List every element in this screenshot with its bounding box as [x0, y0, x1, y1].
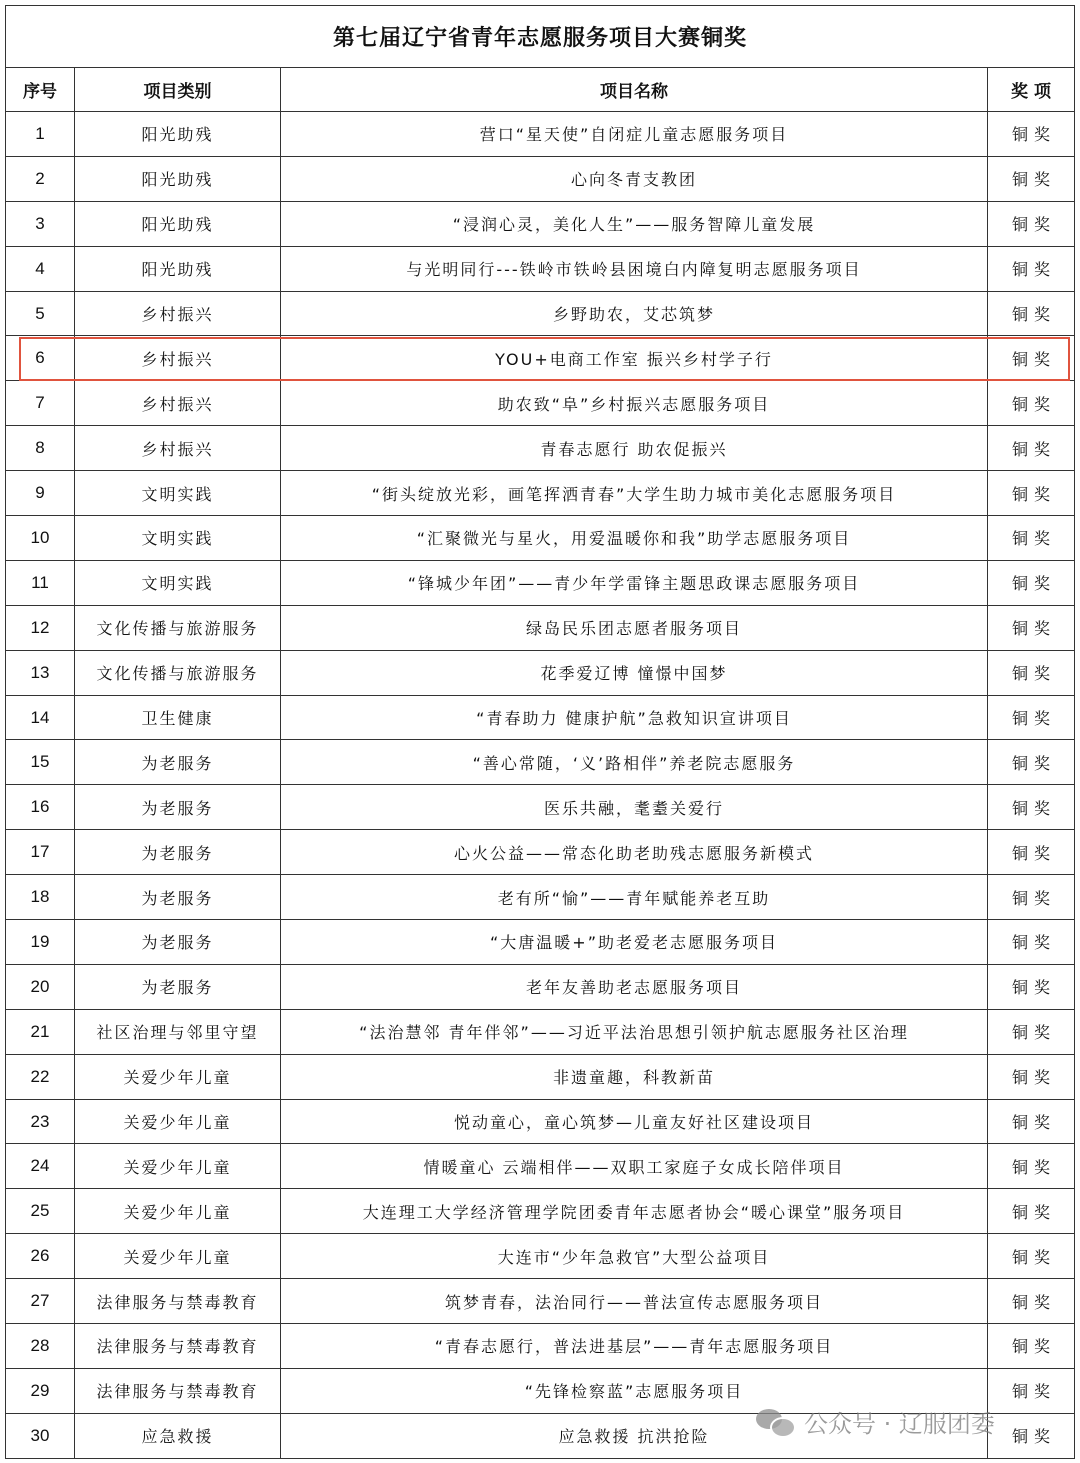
- row-category: 为老服务: [75, 785, 281, 830]
- watermark: [756, 1404, 995, 1438]
- award-table: [5, 5, 1075, 1459]
- row-project-name: 乡野助农，艾芯筑梦: [281, 291, 988, 336]
- row-index: 30: [6, 1413, 75, 1458]
- table-row: [6, 1144, 1075, 1189]
- row-project-name: 医乐共融，耄耋关爱行: [281, 785, 988, 830]
- row-index: 16: [6, 785, 75, 830]
- row-award: 铜奖: [988, 471, 1075, 516]
- row-index: 1: [6, 112, 75, 157]
- row-index: 9: [6, 471, 75, 516]
- row-project-name: 心向冬青支教团: [281, 156, 988, 201]
- row-award: 铜奖: [988, 1413, 1075, 1458]
- row-index: 21: [6, 1009, 75, 1054]
- row-index: 7: [6, 381, 75, 426]
- row-category: 社区治理与邻里守望: [75, 1009, 281, 1054]
- row-category: 阳光助残: [75, 201, 281, 246]
- row-project-name: “锋城少年团”——青少年学雷锋主题思政课志愿服务项目: [281, 560, 988, 605]
- row-category: 为老服务: [75, 964, 281, 1009]
- row-index: 29: [6, 1368, 75, 1413]
- award-table-container: [5, 5, 1074, 1459]
- table-row: [6, 1279, 1075, 1324]
- row-award: 铜奖: [988, 381, 1075, 426]
- row-award: 铜奖: [988, 785, 1075, 830]
- table-row: [6, 920, 1075, 965]
- row-award: 铜奖: [988, 112, 1075, 157]
- row-index: 27: [6, 1279, 75, 1324]
- header-name: 项目名称: [281, 68, 988, 112]
- row-category: 关爱少年儿童: [75, 1234, 281, 1279]
- row-project-name: 筑梦青春，法治同行——普法宣传志愿服务项目: [281, 1279, 988, 1324]
- row-project-name: 大连理工大学经济管理学院团委青年志愿者协会“暖心课堂”服务项目: [281, 1189, 988, 1234]
- table-title: 第七届辽宁省青年志愿服务项目大赛铜奖: [6, 6, 1075, 68]
- watermark-text: 公众号 · 辽服团委: [804, 1409, 995, 1438]
- row-award: 铜奖: [988, 964, 1075, 1009]
- row-index: 19: [6, 920, 75, 965]
- row-category: 关爱少年儿童: [75, 1099, 281, 1144]
- row-award: 铜奖: [988, 1144, 1075, 1189]
- table-row: [6, 156, 1075, 201]
- row-index: 13: [6, 650, 75, 695]
- table-row: [6, 830, 1075, 875]
- row-category: 文明实践: [75, 560, 281, 605]
- header-index: 序号: [6, 68, 75, 112]
- table-row: [6, 1009, 1075, 1054]
- table-row: [6, 695, 1075, 740]
- table-row: [6, 605, 1075, 650]
- row-award: 铜奖: [988, 1234, 1075, 1279]
- row-project-name: “善心常随，‘义’路相伴”养老院志愿服务: [281, 740, 988, 785]
- header-row: [6, 68, 1075, 112]
- row-project-name: “青春助力 健康护航”急救知识宣讲项目: [281, 695, 988, 740]
- row-award: 铜奖: [988, 1189, 1075, 1234]
- table-row: [6, 112, 1075, 157]
- row-award: 铜奖: [988, 830, 1075, 875]
- row-category: 文明实践: [75, 471, 281, 516]
- row-award: 铜奖: [988, 1368, 1075, 1413]
- row-award: 铜奖: [988, 920, 1075, 965]
- row-award: 铜奖: [988, 246, 1075, 291]
- table-row: [6, 471, 1075, 516]
- table-row: [6, 336, 1075, 381]
- table-row: [6, 291, 1075, 336]
- row-index: 2: [6, 156, 75, 201]
- row-category: 文化传播与旅游服务: [75, 605, 281, 650]
- row-project-name: 心火公益——常态化助老助残志愿服务新模式: [281, 830, 988, 875]
- table-row: [6, 1054, 1075, 1099]
- table-row: [6, 1234, 1075, 1279]
- row-category: 为老服务: [75, 740, 281, 785]
- row-index: 6: [6, 336, 75, 381]
- row-category: 为老服务: [75, 920, 281, 965]
- row-index: 25: [6, 1189, 75, 1234]
- table-row: [6, 1189, 1075, 1234]
- row-category: 乡村振兴: [75, 426, 281, 471]
- row-award: 铜奖: [988, 1324, 1075, 1369]
- row-project-name: 老年友善助老志愿服务项目: [281, 964, 988, 1009]
- row-category: 文明实践: [75, 516, 281, 561]
- table-row: [6, 740, 1075, 785]
- row-project-name: YOU+电商工作室 振兴乡村学子行: [281, 336, 988, 381]
- table-body: [6, 112, 1075, 1459]
- row-project-name: “汇聚微光与星火，用爱温暖你和我”助学志愿服务项目: [281, 516, 988, 561]
- row-index: 11: [6, 560, 75, 605]
- row-award: 铜奖: [988, 875, 1075, 920]
- table-row: [6, 381, 1075, 426]
- row-category: 阳光助残: [75, 112, 281, 157]
- row-project-name: 花季爱辽博 憧憬中国梦: [281, 650, 988, 695]
- row-award: 铜奖: [988, 650, 1075, 695]
- row-award: 铜奖: [988, 1009, 1075, 1054]
- row-project-name: 营口“星天使”自闭症儿童志愿服务项目: [281, 112, 988, 157]
- row-category: 卫生健康: [75, 695, 281, 740]
- row-project-name: 绿岛民乐团志愿者服务项目: [281, 605, 988, 650]
- row-category: 法律服务与禁毒教育: [75, 1279, 281, 1324]
- row-project-name: 情暖童心 云端相伴——双职工家庭子女成长陪伴项目: [281, 1144, 988, 1189]
- table-row: [6, 246, 1075, 291]
- row-award: 铜奖: [988, 605, 1075, 650]
- row-project-name: “街头绽放光彩，画笔挥洒青春”大学生助力城市美化志愿服务项目: [281, 471, 988, 516]
- table-row: [6, 516, 1075, 561]
- table-row: [6, 785, 1075, 830]
- row-category: 法律服务与禁毒教育: [75, 1368, 281, 1413]
- row-award: 铜奖: [988, 201, 1075, 246]
- row-category: 阳光助残: [75, 246, 281, 291]
- row-index: 24: [6, 1144, 75, 1189]
- row-award: 铜奖: [988, 1099, 1075, 1144]
- row-project-name: 应急救援 抗洪抢险: [281, 1413, 988, 1458]
- row-index: 18: [6, 875, 75, 920]
- table-row: [6, 201, 1075, 246]
- row-index: 17: [6, 830, 75, 875]
- table-row: [6, 964, 1075, 1009]
- row-index: 14: [6, 695, 75, 740]
- row-award: 铜奖: [988, 1279, 1075, 1324]
- row-project-name: “浸润心灵，美化人生”——服务智障儿童发展: [281, 201, 988, 246]
- row-project-name: 悦动童心，童心筑梦—儿童友好社区建设项目: [281, 1099, 988, 1144]
- header-category: 项目类别: [75, 68, 281, 112]
- row-index: 8: [6, 426, 75, 471]
- row-category: 关爱少年儿童: [75, 1189, 281, 1234]
- row-category: 乡村振兴: [75, 336, 281, 381]
- row-project-name: 与光明同行---铁岭市铁岭县困境白内障复明志愿服务项目: [281, 246, 988, 291]
- table-row: [6, 875, 1075, 920]
- row-index: 20: [6, 964, 75, 1009]
- row-category: 应急救援: [75, 1413, 281, 1458]
- row-award: 铜奖: [988, 426, 1075, 471]
- row-project-name: 大连市“少年急救官”大型公益项目: [281, 1234, 988, 1279]
- row-index: 3: [6, 201, 75, 246]
- row-project-name: 助农致“阜”乡村振兴志愿服务项目: [281, 381, 988, 426]
- row-category: 为老服务: [75, 875, 281, 920]
- row-category: 乡村振兴: [75, 381, 281, 426]
- row-award: 铜奖: [988, 740, 1075, 785]
- row-category: 法律服务与禁毒教育: [75, 1324, 281, 1369]
- row-category: 关爱少年儿童: [75, 1054, 281, 1099]
- row-award: 铜奖: [988, 560, 1075, 605]
- table-row: [6, 426, 1075, 471]
- row-award: 铜奖: [988, 336, 1075, 381]
- row-index: 23: [6, 1099, 75, 1144]
- row-award: 铜奖: [988, 291, 1075, 336]
- row-project-name: “大唐温暖+”助老爱老志愿服务项目: [281, 920, 988, 965]
- row-award: 铜奖: [988, 1054, 1075, 1099]
- row-index: 28: [6, 1324, 75, 1369]
- header-award: 奖项: [988, 68, 1075, 112]
- row-index: 15: [6, 740, 75, 785]
- row-index: 26: [6, 1234, 75, 1279]
- table-row: [6, 1324, 1075, 1369]
- wechat-icon: [756, 1406, 796, 1436]
- row-index: 5: [6, 291, 75, 336]
- row-category: 文化传播与旅游服务: [75, 650, 281, 695]
- row-category: 为老服务: [75, 830, 281, 875]
- row-award: 铜奖: [988, 695, 1075, 740]
- row-category: 阳光助残: [75, 156, 281, 201]
- row-award: 铜奖: [988, 156, 1075, 201]
- row-index: 4: [6, 246, 75, 291]
- row-category: 关爱少年儿童: [75, 1144, 281, 1189]
- table-row: [6, 560, 1075, 605]
- row-project-name: 青春志愿行 助农促振兴: [281, 426, 988, 471]
- row-award: 铜奖: [988, 516, 1075, 561]
- table-row: [6, 1099, 1075, 1144]
- row-project-name: “青春志愿行，普法进基层”——青年志愿服务项目: [281, 1324, 988, 1369]
- row-project-name: 老有所“愉”——青年赋能养老互助: [281, 875, 988, 920]
- row-project-name: “法治慧邻 青年伴邻”——习近平法治思想引领护航志愿服务社区治理: [281, 1009, 988, 1054]
- row-project-name: “先锋检察蓝”志愿服务项目: [281, 1368, 988, 1413]
- table-row: [6, 650, 1075, 695]
- row-index: 12: [6, 605, 75, 650]
- row-project-name: 非遗童趣，科教新苗: [281, 1054, 988, 1099]
- row-index: 10: [6, 516, 75, 561]
- row-category: 乡村振兴: [75, 291, 281, 336]
- row-index: 22: [6, 1054, 75, 1099]
